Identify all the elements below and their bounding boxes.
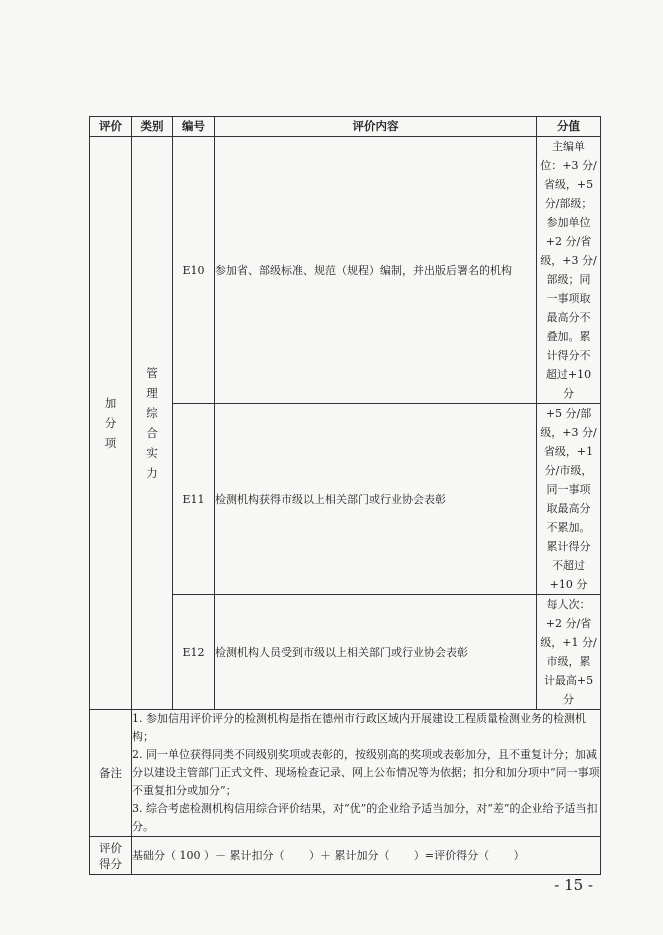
eval-type-char: 分	[104, 416, 117, 430]
category-char: 理	[146, 386, 158, 400]
score-line: +2 分/省	[545, 617, 592, 630]
score-formula	[132, 837, 601, 875]
eval-type-cell	[90, 137, 132, 710]
note-item: 3. 综合考虑检测机构信用综合评价结果，对“优”的企业给予适当加分，对“差”的企业给予适当扣分。	[132, 802, 598, 833]
category-char: 综	[146, 406, 158, 420]
score-line: 叠加。累	[546, 330, 591, 343]
category-char: 实	[146, 446, 158, 460]
score-line: 分/部级；	[544, 197, 593, 210]
formula-label	[90, 837, 132, 875]
formula-label-line: 评价	[99, 840, 122, 855]
formula-text: 基础分（ 100 ）－ 累计扣分（ ）＋ 累计加分（ ）=评价得分（ ）	[132, 849, 525, 862]
row-content: 检测机构获得市级以上相关部门或行业协会表彰	[215, 404, 537, 595]
header-code: 编号	[173, 117, 215, 137]
note-item: 2. 同一单位获得同类不同级别奖项或表彰的，按级别高的奖项或表彰加分，且不重复计分；加减分以建设主管部门正式文件、现场检查记录、网上公布情况等为依据；扣分和加分项中“同一事项不重复扣分或加分”；	[132, 748, 600, 797]
score-line: 主编单	[552, 140, 585, 153]
score-line: 不累加。	[546, 521, 591, 534]
category-char: 管	[146, 366, 158, 380]
page-number: - 15 -	[554, 876, 593, 894]
table-row	[90, 137, 601, 404]
score-line: 不超过	[552, 559, 585, 572]
score-line: 级，+3 分/	[540, 254, 597, 267]
score-line: 分/市级，	[544, 464, 593, 477]
score-line: 计得分不	[546, 349, 591, 362]
score-line: 最高分不	[546, 311, 591, 324]
score-line: 一事项取	[546, 292, 591, 305]
row-score	[537, 404, 601, 595]
score-line: 级，+3 分/	[540, 426, 597, 439]
score-line: 部级；同	[546, 273, 591, 286]
header-content: 评价内容	[215, 117, 537, 137]
score-line: 省级，+1	[543, 445, 594, 458]
notes-label: 备注	[90, 710, 132, 837]
score-line: +5 分/部	[545, 407, 592, 420]
category-char: 合	[146, 426, 158, 440]
notes-row	[90, 710, 601, 837]
score-line: 参加单位	[546, 216, 591, 229]
row-content: 参加省、部级标准、规范（规程）编制，并出版后署名的机构	[215, 137, 537, 404]
formula-label-line: 得分	[99, 856, 122, 871]
row-score	[537, 137, 601, 404]
category-cell	[132, 137, 173, 710]
category-char: 力	[146, 466, 158, 480]
note-item: 1. 参加信用评价评分的检测机构是指在德州市行政区域内开展建设工程质量检测业务的检测机构；	[132, 712, 586, 743]
score-line: 累计得分	[546, 540, 591, 553]
table-header-row	[90, 117, 601, 137]
header-category: 类别	[132, 117, 173, 137]
evaluation-table	[89, 116, 601, 875]
eval-type-char: 项	[104, 436, 117, 450]
score-line: 超过+10	[545, 368, 592, 381]
score-line: +10 分	[549, 578, 588, 591]
score-line: 省级，+5	[543, 178, 594, 191]
header-score: 分值	[537, 117, 601, 137]
score-line: 同一事项	[546, 483, 591, 496]
eval-type-char: 加	[104, 396, 117, 410]
score-line: 市级，累	[546, 655, 591, 668]
row-code: E12	[173, 595, 215, 710]
score-line: 每人次：	[546, 598, 591, 611]
row-code: E11	[173, 404, 215, 595]
row-code: E10	[173, 137, 215, 404]
score-line: 取最高分	[546, 502, 591, 515]
header-eval: 评价	[90, 117, 132, 137]
score-line: 分	[563, 693, 574, 706]
score-line: 级，+1 分/	[540, 636, 597, 649]
row-content: 检测机构人员受到市级以上相关部门或行业协会表彰	[215, 595, 537, 710]
score-line: 计最高+5	[543, 674, 594, 687]
notes-content	[132, 710, 601, 837]
row-score	[537, 595, 601, 710]
score-line: +2 分/省	[545, 235, 592, 248]
score-line: 位：+3 分/	[540, 159, 597, 172]
score-line: 分	[563, 387, 574, 400]
formula-row	[90, 837, 601, 875]
